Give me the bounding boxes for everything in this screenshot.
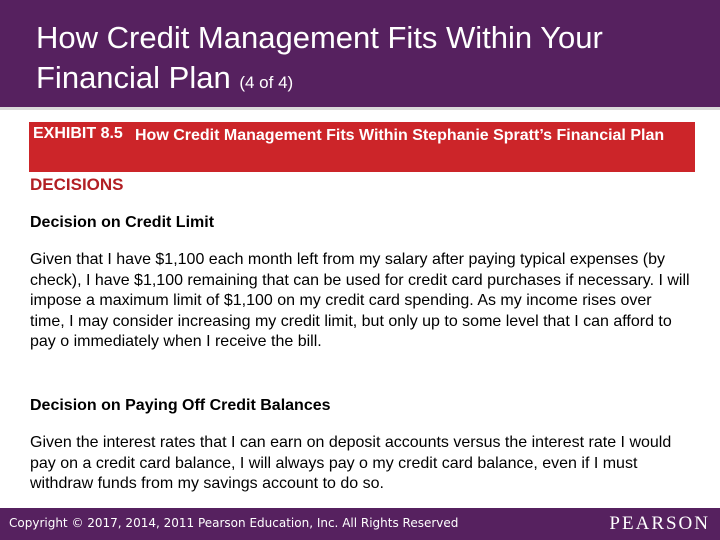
decision-text-paying-off: Given the interest rates that I can earn on deposit accounts versus the interest rate I would pay on a credit card balance, I will always pay o my credit card balance, even if I must withdraw funds from my savings account to do so.: [30, 434, 672, 492]
exhibit-title: How Credit Management Fits Within Stephanie Spratt’s Financial Plan: [135, 127, 665, 144]
decision-heading-paying-off: Decision on Paying Off Credit Balances: [30, 397, 331, 414]
slide-title-suffix: (4 of 4): [239, 73, 294, 92]
pearson-logo: PEARSON: [609, 513, 710, 534]
decision-heading-credit-limit: Decision on Credit Limit: [30, 214, 215, 231]
slide-title: [36, 18, 676, 103]
title-divider: [0, 107, 720, 110]
exhibit-header: [29, 122, 695, 172]
section-heading: DECISIONS: [30, 175, 124, 194]
footer-bar: [0, 508, 720, 540]
slide-title-main: How Credit Management Fits Within Your Financial Plan: [36, 20, 603, 95]
exhibit-label: EXHIBIT 8.5: [33, 125, 123, 142]
copyright-text: Copyright © 2017, 2014, 2011 Pearson Education, Inc. All Rights Reserved: [9, 516, 459, 530]
slide-title-bar: [0, 0, 720, 107]
decision-text-credit-limit: Given that I have $1,100 each month left from my salary after paying typical expenses (by check), I have $1,100 remaining that can be used for credit card purchases if necessary. I will impose a maximum limit of $1,100 on my credit card spending. As my income rises over time, I may consider increasing my credit limit, but only up to some level that I can afford to pay o immediately when I receive the bill.: [30, 251, 690, 350]
